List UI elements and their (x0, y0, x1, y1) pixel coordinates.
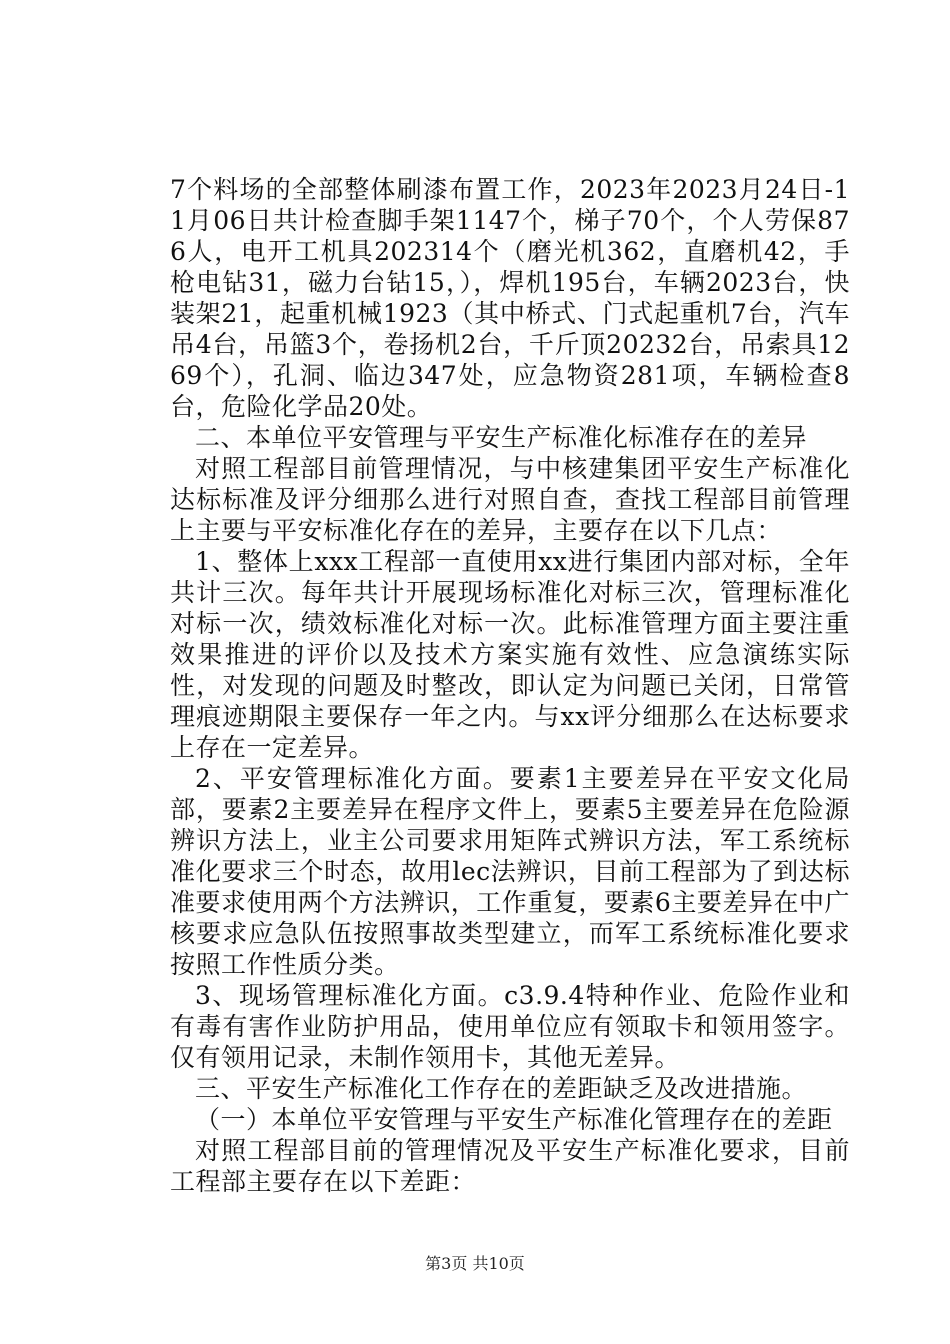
paragraph-item-one: 1、整体上xxx工程部一直使用xx进行集团内部对标，全年共计三次。每年共计开展现场标准化对标三次，管理标准化对标一次，绩效标准化对标一次。此标准管理方面主要注重效果推进的评价以及技术方案实施有效性、应急演练实际性，对发现的问题及时整改，即认定为问题已关闭，日常管理痕迹期限主要保存一年之内。与xx评分细那么在达标要求上存在一定差异。 (170, 547, 850, 762)
paragraph-item-three: 3、现场管理标准化方面。c3.9.4特种作业、危险作业和有毒有害作业防护用品，使用单位应有领取卡和领用签字。仅有领用记录，未制作领用卡，其他无差异。 (170, 981, 850, 1072)
document-body (170, 174, 850, 1197)
heading-subsection-one: （一）本单位平安管理与平安生产标准化管理存在的差距 (195, 1105, 833, 1134)
paragraph-inventory-summary: 7个料场的全部整体刷漆布置工作，2023年2023月24日-11月06日共计检查脚手架1147个，梯子70个，个人劳保876人，电开工机具202314个（磨光机362，直磨机42，手枪电钻31，磁力台钻15，），焊机195台，车辆2023台，快装架21，起重机械1923（其中桥式、门式起重机7台，汽车吊4台，吊篮3个，卷扬机2台，千斤顶20232台，吊索具1269个），孔洞、临边347处，应急物资281项，车辆检查8台，危险化学品20处。 (170, 175, 850, 421)
paragraph-item-two: 2、平安管理标准化方面。要素1主要差异在平安文化局部，要素2主要差异在程序文件上，要素5主要差异在危险源辨识方法上，业主公司要求用矩阵式辨识方法，军工系统标准化要求三个时态，故用lec法辨识，目前工程部为了到达标准要求使用两个方法辨识，工作重复，要素6主要差异在中广核要求应急队伍按照事故类型建立，而军工系统标准化要求按照工作性质分类。 (170, 764, 850, 979)
heading-section-two: 二、本单位平安管理与平安生产标准化标准存在的差异 (195, 423, 808, 452)
paragraph-self-check: 对照工程部目前管理情况，与中核建集团平安生产标准化达标标准及评分细那么进行对照自查，查找工程部目前管理上主要与平安标准化存在的差异，主要存在以下几点： (170, 454, 850, 545)
heading-section-three: 三、平安生产标准化工作存在的差距缺乏及改进措施。 (195, 1074, 808, 1103)
page-footer: 第3页 共10页 (425, 1254, 525, 1273)
paragraph-gap-intro: 对照工程部目前的管理情况及平安生产标准化要求，目前工程部主要存在以下差距： (170, 1136, 850, 1196)
